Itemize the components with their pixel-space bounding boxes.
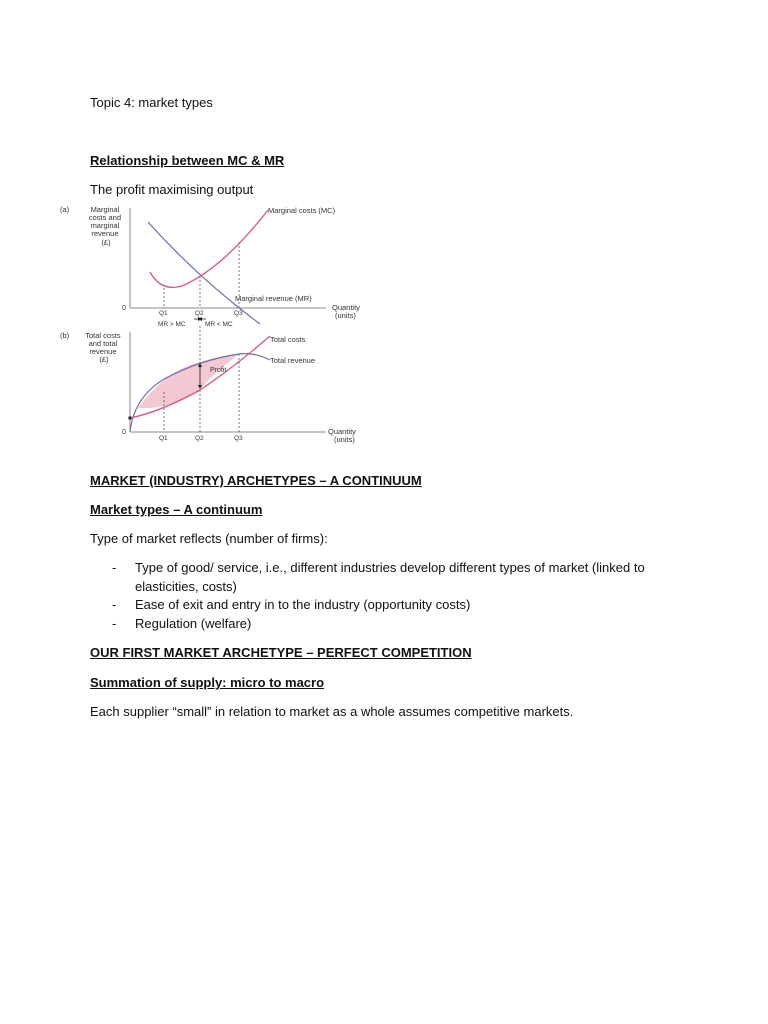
list-item-text: elasticities, costs) — [135, 578, 237, 594]
panel-a-q3-tick: Q3 — [234, 310, 243, 317]
panel-b-q2-tick: Q2 — [195, 435, 204, 442]
panel-b-q1-tick: Q1 — [159, 435, 168, 442]
profit-label: Profit — [210, 367, 227, 374]
panel-a-ylabel: Marginal costs and marginal revenue (£) — [88, 205, 122, 247]
bullet-dash: - — [112, 597, 117, 612]
list-item — [90, 615, 690, 634]
panel-a-label: (a) — [60, 205, 70, 214]
list-item — [90, 559, 690, 578]
heading-archetypes: MARKET (INDUSTRY) ARCHETYPES – A CONTINUUM — [90, 473, 422, 488]
list-item — [90, 596, 690, 615]
panel-b-label: (b) — [60, 331, 70, 340]
list-item-text: Type of good/ service, i.e., different industries develop different types of market (linked to — [135, 560, 645, 575]
panel-b-xlabel: Quantity (units) — [328, 427, 356, 444]
list-item — [90, 578, 690, 597]
heading-perfect-competition: OUR FIRST MARKET ARCHETYPE – PERFECT COMPETITION — [90, 645, 472, 660]
panel-a-q1-tick: Q1 — [159, 310, 168, 317]
type-intro-text: Type of market reflects (number of firms): — [90, 531, 328, 546]
heading-mc-mr: Relationship between MC & MR — [90, 153, 285, 168]
panel-a-q2-tick: Q2 — [195, 310, 204, 317]
panel-a-xlabel: Quantity (units) — [332, 303, 360, 320]
economics-figure — [58, 200, 378, 450]
bullet-dash: - — [112, 560, 117, 575]
mc-curve — [150, 210, 268, 287]
total-revenue-label: Total revenue — [270, 356, 316, 365]
mr-lt-mc-label: MR < MC — [205, 321, 233, 328]
topic-title: Topic 4: market types — [90, 95, 213, 110]
mr-label: Marginal revenue (MR) — [235, 294, 312, 303]
heading-summation: Summation of supply: micro to macro — [90, 675, 325, 690]
bullet-dash: - — [112, 615, 117, 631]
mc-label: Marginal costs (MC) — [268, 206, 336, 215]
panel-b-q3-tick: Q3 — [234, 435, 243, 442]
panel-a-origin: 0 — [122, 305, 126, 312]
profit-area — [138, 354, 239, 408]
panel-b-ylabel: Total costs and total revenue (£) — [85, 331, 121, 364]
list-item-text: Regulation (welfare) — [135, 615, 252, 631]
total-costs-label: Total costs — [270, 335, 306, 344]
closing-text: Each supplier “small” in relation to market as a whole assumes competitive markets. — [90, 704, 574, 719]
heading-market-types: Market types – A continuum — [90, 502, 263, 517]
mr-gt-mc-label: MR > MC — [158, 321, 186, 328]
bullet-list — [90, 559, 690, 633]
panel-b-origin: 0 — [122, 429, 126, 436]
list-item-text: Ease of exit and entry in to the industry (opportunity costs) — [135, 597, 471, 612]
fixed-cost-point — [128, 416, 132, 420]
profit-output-text: The profit maximising output — [90, 182, 254, 197]
